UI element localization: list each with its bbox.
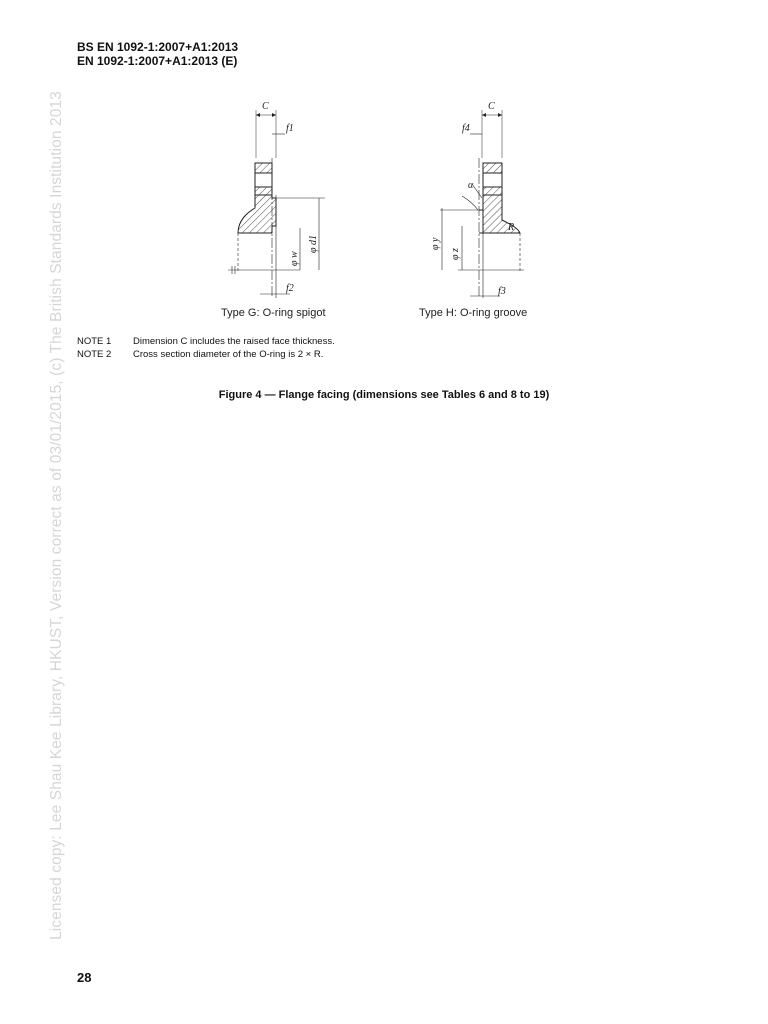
flange-facing-figure (200, 98, 560, 323)
figure-caption: Figure 4 — Flange facing (dimensions see Tables 6 and 8 to 19) (218, 389, 550, 401)
type-h-label-c: C (488, 101, 495, 112)
type-g-caption: Type G: O-ring spigot (221, 307, 326, 319)
type-g-label-f1: f1 (286, 123, 294, 134)
type-g-label-c: C (262, 101, 269, 112)
type-g-label-w: φ w (289, 251, 300, 266)
type-h-label-z: φ z (450, 248, 461, 260)
type-g-label-f2: f2 (286, 283, 294, 294)
type-h-label-f4: f4 (462, 123, 470, 134)
type-g-label-d1: φ d1 (308, 234, 319, 253)
type-h-label-alpha: α (468, 180, 474, 191)
note-label: NOTE 1 (77, 336, 112, 347)
standard-code: BS EN 1092-1:2007+A1:2013 (77, 40, 239, 54)
license-watermark: Licensed copy: Lee Shau Kee Library, HKUST, Version correct as of 03/01/2015, (c) The British Standards Institution 2013 (48, 91, 65, 940)
note-1 (77, 335, 335, 348)
document-header (77, 40, 238, 68)
type-g-drawing (228, 110, 325, 298)
page-number: 28 (77, 970, 92, 985)
note-2 (77, 348, 335, 361)
type-h-label-y: φ y (430, 237, 441, 250)
note-label: NOTE 2 (77, 349, 112, 360)
type-h-caption: Type H: O-ring groove (419, 307, 528, 319)
type-h-label-r: R (508, 222, 515, 233)
note-text: Dimension C includes the raised face thickness. (133, 336, 335, 347)
figure-notes (77, 335, 335, 361)
type-h-drawing (440, 110, 524, 298)
note-text: Cross section diameter of the O-ring is 2 × R. (133, 349, 324, 360)
type-h-label-f3: f3 (498, 286, 506, 297)
standard-code-en: EN 1092-1:2007+A1:2013 (E) (77, 54, 238, 68)
